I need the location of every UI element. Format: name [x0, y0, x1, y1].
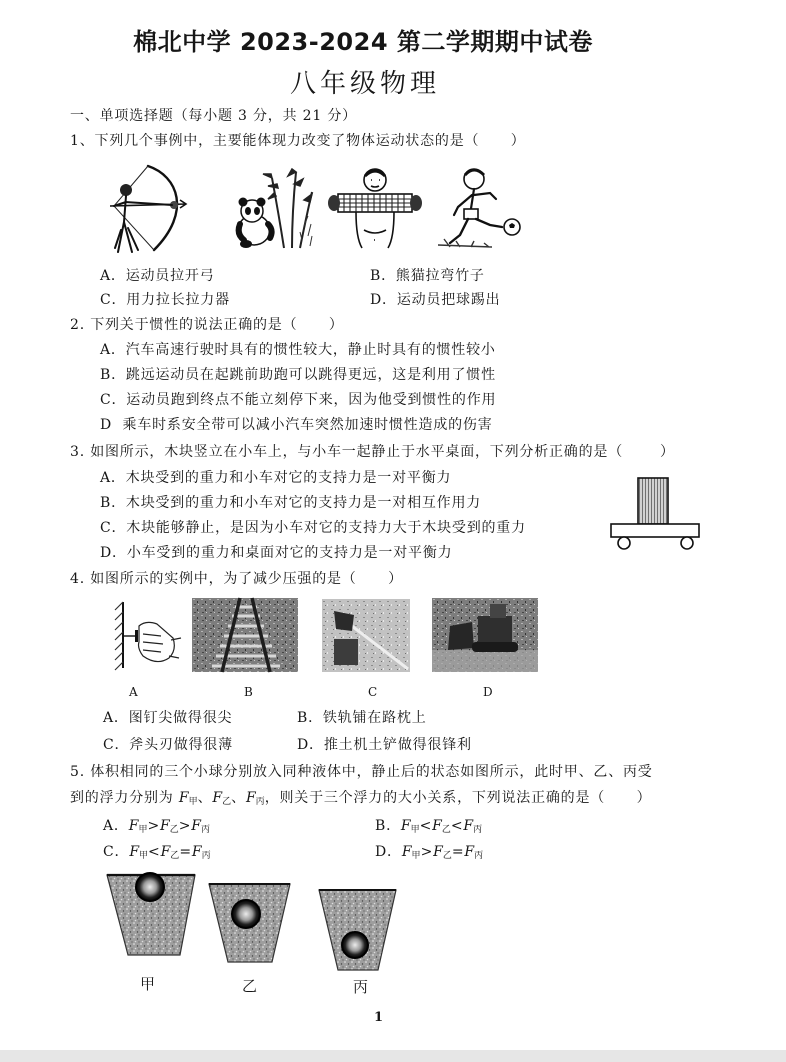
- figure-label-bing: 丙: [353, 978, 369, 996]
- question-5-option-d: [375, 843, 483, 861]
- bamboo-leaves: [263, 169, 312, 202]
- force-subscript: 乙: [441, 825, 451, 835]
- bulldozer-cab: [490, 604, 506, 618]
- question-3-option-b: B．木块受到的重力和小车对它的支持力是一对相互作用力: [100, 495, 482, 511]
- chest-expander-figure: [326, 166, 424, 250]
- force-symbol: F: [401, 844, 412, 860]
- comparison-operator: >: [147, 818, 160, 834]
- thumbtack-head: [135, 630, 138, 642]
- option-label: D．: [375, 844, 402, 860]
- force-subscript: 乙: [170, 851, 180, 861]
- force-subscript: 甲: [138, 825, 148, 835]
- separator: 、: [231, 790, 246, 806]
- archer-head: [120, 184, 132, 196]
- ball-jia: [136, 873, 164, 901]
- question-3-stem: 3. 如图所示，木块竖立在小车上，与小车一起静止于水平桌面，下列分析正确的是（: [70, 444, 624, 460]
- force-subscript-bing: 丙: [255, 797, 265, 807]
- force-subscript: 甲: [411, 851, 421, 861]
- separator: 、: [197, 790, 213, 806]
- question-4-figure-label-d: D: [483, 685, 493, 699]
- question-2-option-c: C．运动员跑到终点不能立刻停下来，因为他受到惯性的作用: [100, 392, 497, 408]
- question-4-option-c: C．斧头刃做得很薄: [103, 737, 233, 753]
- panda-eye-left: [245, 207, 251, 215]
- force-subscript: 乙: [169, 825, 179, 835]
- force-subscript: 丙: [473, 825, 483, 835]
- container-yi-figure: [206, 876, 294, 966]
- bamboo-stalks: [272, 172, 312, 248]
- force-symbol: F: [129, 844, 140, 860]
- ball-yi: [232, 900, 260, 928]
- comparison-operator: =: [179, 844, 192, 860]
- panda-bamboo-figure: [232, 166, 314, 250]
- stem-text-before: 到的浮力分别为: [70, 790, 179, 806]
- force-subscript: 丙: [201, 851, 211, 861]
- force-subscript-yi: 乙: [222, 797, 232, 807]
- question-4-stem: 4. 如图所示的实例中，为了减少压强的是（ ）: [70, 571, 403, 587]
- question-3-option-d: D．小车受到的重力和桌面对它的支持力是一对平衡力: [100, 545, 453, 561]
- hand-left: [328, 195, 340, 211]
- cart-wheel-left: [618, 537, 630, 549]
- stem-text-after: ，则关于三个浮力的大小关系，下列说法正确的是（ ）: [264, 790, 652, 806]
- question-2-option-d: D 乘车时系安全带可以减小汽车突然加速时惯性造成的伤害: [100, 417, 493, 433]
- force-subscript: 丙: [200, 825, 210, 835]
- question-1-stem: 1、下列几个事例中，主要能体现力改变了物体运动状态的是（ ）: [70, 133, 526, 149]
- option-label: B．: [375, 818, 401, 834]
- force-symbol: F: [160, 844, 171, 860]
- force-symbol: F: [464, 844, 475, 860]
- player-shorts: [464, 209, 478, 219]
- block-on-cart-figure: [606, 468, 704, 554]
- question-5-option-c: [103, 843, 211, 861]
- scan-bottom-edge: [0, 1050, 786, 1062]
- comparison-operator: >: [420, 844, 434, 860]
- panda-ear-left: [239, 198, 248, 207]
- question-4-option-d: D．推土机土铲做得很锋利: [297, 737, 472, 753]
- question-2-option-b: B．跳远运动员在起跳前助跑可以跳得更远，这是利用了惯性: [100, 367, 496, 383]
- exam-title: 棉北中学 2023-2024 第二学期期中试卷: [133, 28, 593, 56]
- question-2-stem: 2. 下列关于惯性的说法正确的是（ ）: [70, 317, 344, 333]
- force-subscript: 乙: [442, 851, 452, 861]
- soccer-kick-figure: [430, 163, 524, 251]
- question-5-option-b: [375, 817, 482, 835]
- container-bing-figure: [316, 884, 400, 974]
- force-symbol: F: [191, 844, 202, 860]
- force-subscript: 甲: [139, 851, 149, 861]
- man-torso: [356, 212, 394, 248]
- panda-ear-right: [257, 198, 266, 207]
- ground-area: [432, 650, 538, 672]
- option-label: C．: [103, 844, 130, 860]
- wall-hatching: [115, 602, 123, 670]
- comparison-operator: <: [419, 818, 433, 834]
- question-3-option-a: A．木块受到的重力和小车对它的支持力是一对平衡力: [100, 470, 452, 486]
- force-symbol: F: [191, 818, 201, 834]
- force-symbol-bing: F: [245, 790, 256, 806]
- question-1-option-c: C．用力拉长拉力器: [100, 292, 230, 308]
- comparison-operator: =: [451, 844, 465, 860]
- figure-label-jia: 甲: [140, 975, 156, 993]
- tree-stump: [334, 639, 358, 665]
- force-symbol: F: [159, 818, 170, 834]
- hand: [139, 622, 182, 661]
- force-symbol-jia: F: [178, 790, 189, 806]
- force-symbol: F: [432, 818, 442, 834]
- force-symbol-yi: F: [212, 790, 223, 806]
- cart-platform: [611, 524, 699, 537]
- figure-label-yi: 乙: [242, 977, 258, 995]
- wooden-block: [638, 478, 668, 524]
- hand-right: [410, 195, 422, 211]
- ball-bing: [342, 932, 368, 958]
- bulldozer-body: [478, 616, 512, 642]
- force-subscript: 丙: [474, 851, 484, 861]
- container-jia-figure: [105, 866, 199, 958]
- page-number: 1: [374, 1010, 384, 1025]
- question-4-figure-label-b: B: [244, 685, 253, 699]
- exam-subtitle: 八年级物理: [289, 69, 440, 99]
- archer-figure: [98, 160, 190, 254]
- cart-wheel-right: [681, 537, 693, 549]
- question-5-option-a: [103, 817, 210, 835]
- question-5-stem-line-1: 5. 体积相同的三个小球分别放入同种液体中，静止后的状态如图所示，此时甲、乙、丙受: [70, 764, 653, 780]
- comparison-operator: >: [178, 818, 192, 834]
- question-1-option-d: D．运动员把球踢出: [370, 292, 501, 308]
- panda-feet: [240, 240, 252, 248]
- question-3-option-c: C．木块能够静止，是因为小车对它的支持力大于木块受到的重力: [100, 520, 526, 536]
- question-3-stem-close: ）: [660, 444, 675, 460]
- question-1-option-b: B．熊猫拉弯竹子: [370, 268, 485, 284]
- question-4-option-b: B．铁轨铺在路枕上: [297, 710, 427, 726]
- force-symbol: F: [463, 818, 474, 834]
- thumbtack-figure: [113, 598, 183, 672]
- option-label: A．: [103, 818, 129, 834]
- force-symbol: F: [433, 844, 443, 860]
- panda-eye-right: [254, 207, 260, 215]
- force-symbol: F: [400, 818, 411, 834]
- force-subscript: 甲: [410, 825, 420, 835]
- player-legs: [450, 219, 502, 243]
- bulldozer-track: [472, 642, 518, 652]
- comparison-operator: <: [148, 844, 161, 860]
- question-5-stem-line-2: [70, 789, 651, 807]
- question-4-figure-label-a: A: [129, 685, 138, 699]
- force-symbol: F: [128, 818, 139, 834]
- section-heading: 一、单项选择题（每小题 3 分，共 21 分）: [70, 108, 357, 124]
- question-4-option-a: A．图钉尖做得很尖: [103, 710, 233, 726]
- bulldozer-blade: [448, 622, 474, 650]
- comparison-operator: <: [450, 818, 464, 834]
- question-1-option-a: A．运动员拉开弓: [100, 268, 215, 284]
- axe-photo: [322, 599, 410, 672]
- bulldozer-photo: [432, 598, 538, 672]
- railway-track-photo: [192, 598, 298, 672]
- ground-lines: [438, 239, 492, 247]
- force-subscript-jia: 甲: [188, 797, 198, 807]
- question-2-option-a: A．汽车高速行驶时具有的惯性较大，静止时具有的惯性较小: [100, 342, 496, 358]
- question-4-figure-label-c: C: [368, 685, 378, 699]
